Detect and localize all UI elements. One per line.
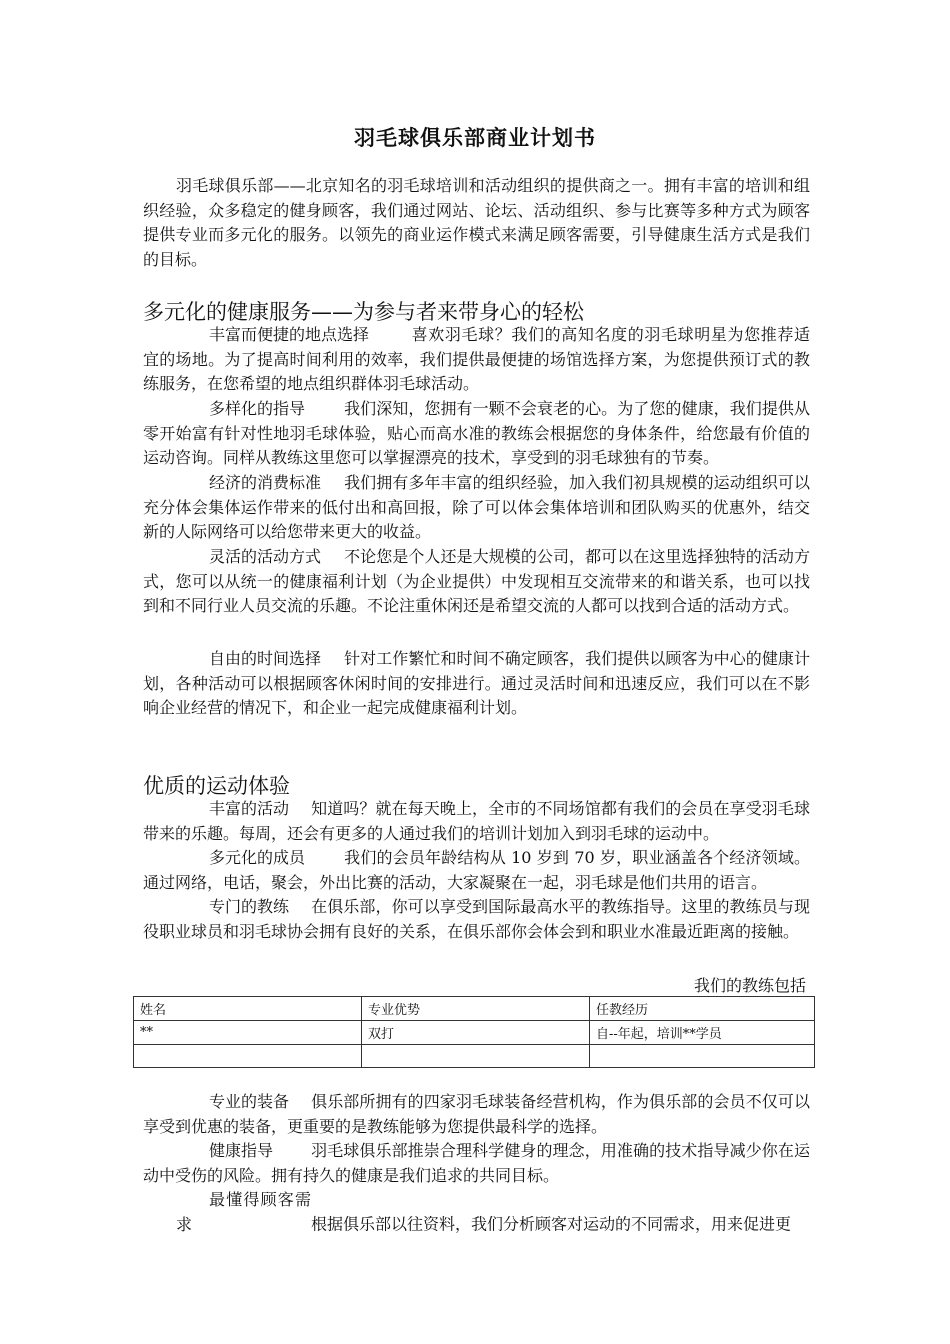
section1-heading: 多元化的健康服务——为参与者来带身心的轻松 [143,300,584,324]
s1-item-label: 自由的时间选择 [209,649,322,668]
table-cell: 自--年起，培训**学员 [590,1021,815,1045]
s2-item-text: 知道吗？就在每天晚上，全市的不同场馆都有我们的会员在享受羽毛球带来的乐趣。每周，还会有更多的人通过我们的培训计划加入到羽毛球的运动中。 [143,799,810,843]
s2-item-label: 专业的装备 [209,1092,290,1111]
intro-paragraph: 羽毛球俱乐部——北京知名的羽毛球培训和活动组织的提供商之一。拥有丰富的培训和组织经验，众多稳定的健身顾客，我们通过网站、论坛、活动组织、参与比赛等多种方式为顾客提供专业而多元化的服务。以领先的商业运作模式来满足顾客需要，引导健康生活方式是我们的目标。 [143,176,810,269]
table-caption: 我们的教练包括 [693,976,806,995]
s1-item-text: 针对工作繁忙和时间不确定顾客，我们提供以顾客为中心的健康计划，各种活动可以根据顾客休闲时间的安排进行。通过灵活时间和迅速反应，我们可以在不影响企业经营的情况下，和企业一起完成健康福利计划。 [143,649,810,717]
s1-item-location [143,323,810,397]
s2-item-coaches [143,895,810,944]
s1-item-label: 多样化的指导 [209,399,306,418]
s2-item-label: 丰富的活动 [209,799,290,818]
table-header-row [134,997,815,1021]
table-cell [134,1045,362,1068]
s2-item-text: 羽毛球俱乐部推崇合理科学健身的理念，用准确的技术指导减少你在运动中受伤的风险。拥有持久的健康是我们追求的共同目标。 [143,1141,810,1185]
s2-item-health [143,1139,810,1188]
s1-item-text: 不论您是个人还是大规模的公司，都可以在这里选择独特的活动方式，您可以从统一的健康福利计划（为企业提供）中发现相互交流带来的和谐关系，也可以找到和不同行业人员交流的乐趣。不论注重休闲还是希望交流的人都可以找到合适的活动方式。 [143,547,810,615]
s1-item-text: 我们深知，您拥有一颗不会衰老的心。为了您的健康，我们提供从零开始富有针对性地羽毛球体验，贴心而高水准的教练会根据您的身体条件，给您最有价值的运动咨询。同样从教练这里您可以掌握漂亮的技术，享受到的羽毛球独有的节奏。 [143,399,810,467]
table-header-cell: 姓名 [134,997,362,1021]
s2-item-label: 最懂得顾客需求 [176,1190,311,1234]
s2-item-equipment [143,1090,810,1139]
s2-item-label: 多元化的成员 [209,848,306,867]
table-cell [590,1045,815,1068]
section2-heading: 优质的运动体验 [143,774,290,798]
table-cell [362,1045,590,1068]
table-cell: ** [134,1021,362,1045]
s2-item-text: 在俱乐部，你可以享受到国际最高水平的教练指导。这里的教练员与现役职业球员和羽毛球协会拥有良好的关系，在俱乐部你会体会到和职业水准最近距离的接触。 [143,897,810,941]
table-cell: 双打 [362,1021,590,1045]
table-row [134,1045,815,1068]
s2-item-needs [143,1188,810,1237]
s1-item-time [143,647,810,721]
table-row [134,1021,815,1045]
s2-item-text: 我们的会员年龄结构从 10 岁到 70 岁，职业涵盖各个经济领域。通过网络，电话，聚会，外出比赛的活动，大家凝聚在一起，羽毛球是他们共用的语言。 [143,848,810,892]
s1-item-flexible [143,545,810,619]
table-header-cell: 专业优势 [362,997,590,1021]
s2-item-members [143,846,810,895]
s2-item-text: 俱乐部所拥有的四家羽毛球装备经营机构，作为俱乐部的会员不仅可以享受到优惠的装备，更重要的是教练能够为您提供最科学的选择。 [143,1092,810,1136]
s1-item-text: 我们拥有多年丰富的组织经验，加入我们初具规模的运动组织可以充分体会集体运作带来的低付出和高回报，除了可以体会集体培训和团队购买的优惠外，结交新的人际网络可以给您带来更大的收益。 [143,473,810,541]
s2-item-label: 专门的教练 [209,897,290,916]
s1-item-text: 喜欢羽毛球？我们的高知名度的羽毛球明星为您推荐适宜的场地。为了提高时间利用的效率，我们提供最便捷的场馆选择方案，为您提供预订式的教练服务，在您希望的地点组织群体羽毛球活动。 [143,325,810,393]
s1-item-label: 经济的消费标准 [209,473,322,492]
document-title: 羽毛球俱乐部商业计划书 [354,125,596,150]
table-header-cell: 任教经历 [590,997,815,1021]
s2-item-label: 健康指导 [209,1141,274,1160]
s1-item-label: 丰富而便捷的地点选择 [209,325,370,344]
s2-item-activities [143,797,810,846]
s1-item-guidance [143,397,810,471]
s1-item-economy [143,471,810,545]
coach-table [133,996,815,1068]
s1-item-label: 灵活的活动方式 [209,547,322,566]
s2-item-text: 根据俱乐部以往资料，我们分析顾客对运动的不同需求，用来促进更 [311,1214,792,1234]
